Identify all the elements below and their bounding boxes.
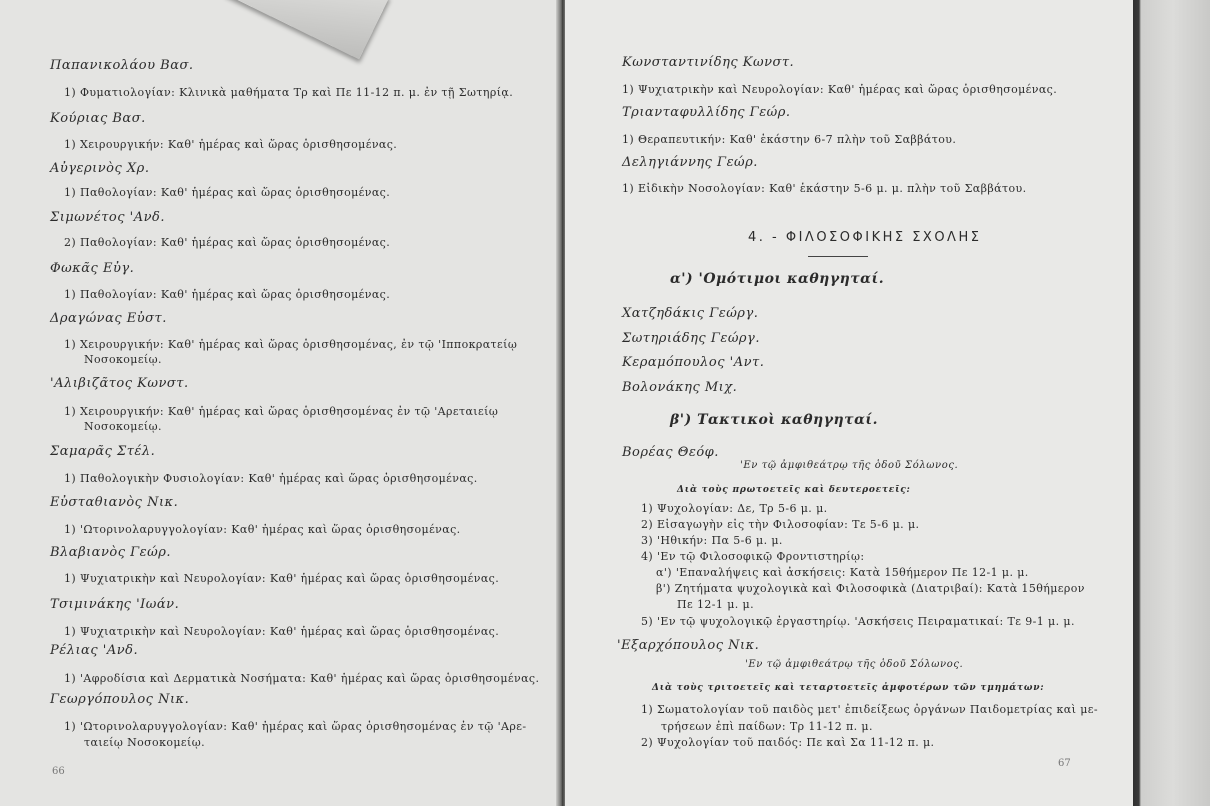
course-line: 1) Χειρουργικήν: Καθ' ἡμέρας καὶ ὥρας ὁρισθησομένας.	[64, 138, 398, 151]
professor-name: Βολονάκης Μιχ.	[622, 380, 738, 395]
course-line: 1) Θεραπευτικήν: Καθ' ἑκάστην 6-7 πλὴν τοῦ Σαββάτου.	[622, 133, 957, 146]
location-note: 'Εν τῷ ἀμφιθεάτρῳ τῆς ὁδοῦ Σόλωνος.	[745, 659, 964, 670]
professor-name: Δεληγιάννης Γεώρ.	[622, 155, 758, 170]
professor-name: Σωτηριάδης Γεώργ.	[622, 331, 760, 346]
location-note: 'Εν τῷ ἀμφιθεάτρῳ τῆς ὁδοῦ Σόλωνος.	[740, 460, 959, 471]
course-line: 2) Παθολογίαν: Καθ' ἡμέρας καὶ ὥρας ὁρισθησομένας.	[64, 236, 391, 249]
professor-name: Σιμωνέτος 'Ανδ.	[50, 210, 165, 225]
course-line: 1) Χειρουργικήν: Καθ' ἡμέρας καὶ ὥρας ὁρισθησομένας ἐν τῷ 'Αρεταιείῳ	[64, 405, 499, 418]
course-line: 2) Εἰσαγωγὴν εἰς τὴν Φιλοσοφίαν: Τε 5-6 μ. μ.	[641, 518, 920, 531]
professor-name: 'Αλιβιζᾶτος Κωνστ.	[50, 376, 189, 391]
section-heading: β') Τακτικοὶ καθηγηταί.	[670, 412, 878, 428]
course-line: 1) Ψυχιατρικὴν καὶ Νευρολογίαν: Καθ' ἡμέρας καὶ ὥρας ὁρισθησομένας.	[64, 625, 500, 638]
course-line: 2) Ψυχολογίαν τοῦ παιδός: Πε καὶ Σα 11-12 π. μ.	[641, 736, 935, 749]
course-line: 1) Παθολογίαν: Καθ' ἡμέρας καὶ ὥρας ὁρισθησομένας.	[64, 186, 391, 199]
professor-name: Βλαβιανὸς Γεώρ.	[50, 545, 171, 560]
professor-name: Κωνσταντινίδης Κωνστ.	[622, 55, 795, 70]
course-line: 1) Παθολογίαν: Καθ' ἡμέρας καὶ ὥρας ὁρισθησομένας.	[64, 288, 391, 301]
school-heading: 4. - ΦΙΛΟΣΟΦΙΚΗΣ ΣΧΟΛΗΣ	[748, 230, 982, 245]
course-line: 1) Ψυχιατρικὴν καὶ Νευρολογίαν: Καθ' ἡμέρας καὶ ὥρας ὁρισθησομένας.	[622, 83, 1058, 96]
professor-name: Δραγώνας Εὐστ.	[50, 311, 167, 326]
professor-name: Χατζηδάκις Γεώργ.	[622, 306, 759, 321]
section-heading: α') 'Ομότιμοι καθηγηταί.	[670, 271, 885, 287]
course-line: β') Ζητήματα ψυχολογικὰ καὶ Φιλοσοφικὰ (Διατριβαί): Κατὰ 15θήμερον	[656, 582, 1085, 595]
course-line: 1) Παθολογικὴν Φυσιολογίαν: Καθ' ἡμέρας καὶ ὥρας ὁρισθησομένας.	[64, 472, 478, 485]
professor-name: Σαμαρᾶς Στέλ.	[50, 444, 156, 459]
course-line: Πε 12-1 μ. μ.	[677, 598, 754, 611]
audience-note: Διὰ τοὺς πρωτοετεῖς καὶ δευτεροετεῖς:	[677, 485, 911, 495]
professor-name: Κούριας Βασ.	[50, 111, 146, 126]
course-line: 1) 'Ωτορινολαρυγγολογίαν: Καθ' ἡμέρας καὶ ὥρας ὁρισθησομένας ἐν τῷ 'Αρε-	[64, 720, 527, 733]
professor-name: Εὐσταθιανὸς Νικ.	[50, 495, 179, 510]
course-line: 1) Ψυχιατρικὴν καὶ Νευρολογίαν: Καθ' ἡμέρας καὶ ὥρας ὁρισθησομένας.	[64, 572, 500, 585]
audience-note: Διὰ τοὺς τριτοετεῖς καὶ τεταρτοετεῖς ἀμφοτέρων τῶν τμημάτων:	[652, 683, 1045, 693]
course-line: 1) Φυματιολογίαν: Κλινικὰ μαθήματα Τρ καὶ Πε 11-12 π. μ. ἐν τῇ Σωτηρίᾳ.	[64, 86, 514, 99]
professor-name: Ρέλιας 'Ανδ.	[50, 643, 139, 658]
course-line: 1) 'Ωτορινολαρυγγολογίαν: Καθ' ἡμέρας καὶ ὥρας ὁρισθησομένας.	[64, 523, 461, 536]
left-page	[0, 0, 560, 806]
page-number: 66	[52, 766, 65, 777]
course-line: 5) 'Εν τῷ ψυχολογικῷ ἐργαστηρίῳ. 'Ασκήσεις Πειραματικαί: Τε 9-1 μ. μ.	[641, 615, 1075, 628]
course-line: 1) Εἰδικὴν Νοσολογίαν: Καθ' ἑκάστην 5-6 μ. μ. πλὴν τοῦ Σαββάτου.	[622, 182, 1027, 195]
professor-name: 'Εξαρχόπουλος Νικ.	[617, 638, 760, 653]
professor-name: Κεραμόπουλος 'Αντ.	[622, 355, 765, 370]
course-line: α') 'Επαναλήψεις καὶ ἀσκήσεις: Κατὰ 15θήμερον Πε 12-1 μ. μ.	[656, 566, 1029, 579]
course-line: 1) Σωματολογίαν τοῦ παιδὸς μετ' ἐπιδείξεως ὀργάνων Παιδομετρίας καὶ με-	[641, 703, 1098, 716]
right-page	[565, 0, 1135, 806]
course-line: 1) Χειρουργικήν: Καθ' ἡμέρας καὶ ὥρας ὁρισθησομένας, ἐν τῷ 'Ιπποκρατείῳ	[64, 338, 518, 351]
course-line: τρήσεων ἐπὶ παίδων: Τρ 11-12 π. μ.	[661, 720, 873, 733]
page-edge	[1133, 0, 1210, 806]
course-line: 4) 'Εν τῷ Φιλοσοφικῷ Φροντιστηρίῳ:	[641, 550, 865, 563]
course-line: Νοσοκομείῳ.	[84, 420, 162, 433]
professor-name: Τσιμινάκης 'Ιωάν.	[50, 597, 180, 612]
professor-name: Αὐγερινὸς Χρ.	[50, 161, 150, 176]
course-line: 1) 'Αφροδίσια καὶ Δερματικὰ Νοσήματα: Καθ' ἡμέρας καὶ ὥρας ὁρισθησομένας.	[64, 672, 540, 685]
page-number: 67	[1058, 758, 1071, 769]
professor-name: Τριανταφυλλίδης Γεώρ.	[622, 105, 791, 120]
professor-name: Φωκᾶς Εὐγ.	[50, 261, 135, 276]
professor-name: Βορέας Θεόφ.	[622, 445, 719, 460]
professor-name: Γεωργόπουλος Νικ.	[50, 692, 190, 707]
professor-name: Παπανικολάου Βασ.	[50, 58, 194, 73]
course-line: ταιείῳ Νοσοκομείῳ.	[84, 736, 206, 749]
course-line: 1) Ψυχολογίαν: Δε, Τρ 5-6 μ. μ.	[641, 502, 828, 515]
course-line: 3) 'Ηθικήν: Πα 5-6 μ. μ.	[641, 534, 783, 547]
course-line: Νοσοκομείῳ.	[84, 353, 162, 366]
heading-rule	[808, 256, 868, 257]
